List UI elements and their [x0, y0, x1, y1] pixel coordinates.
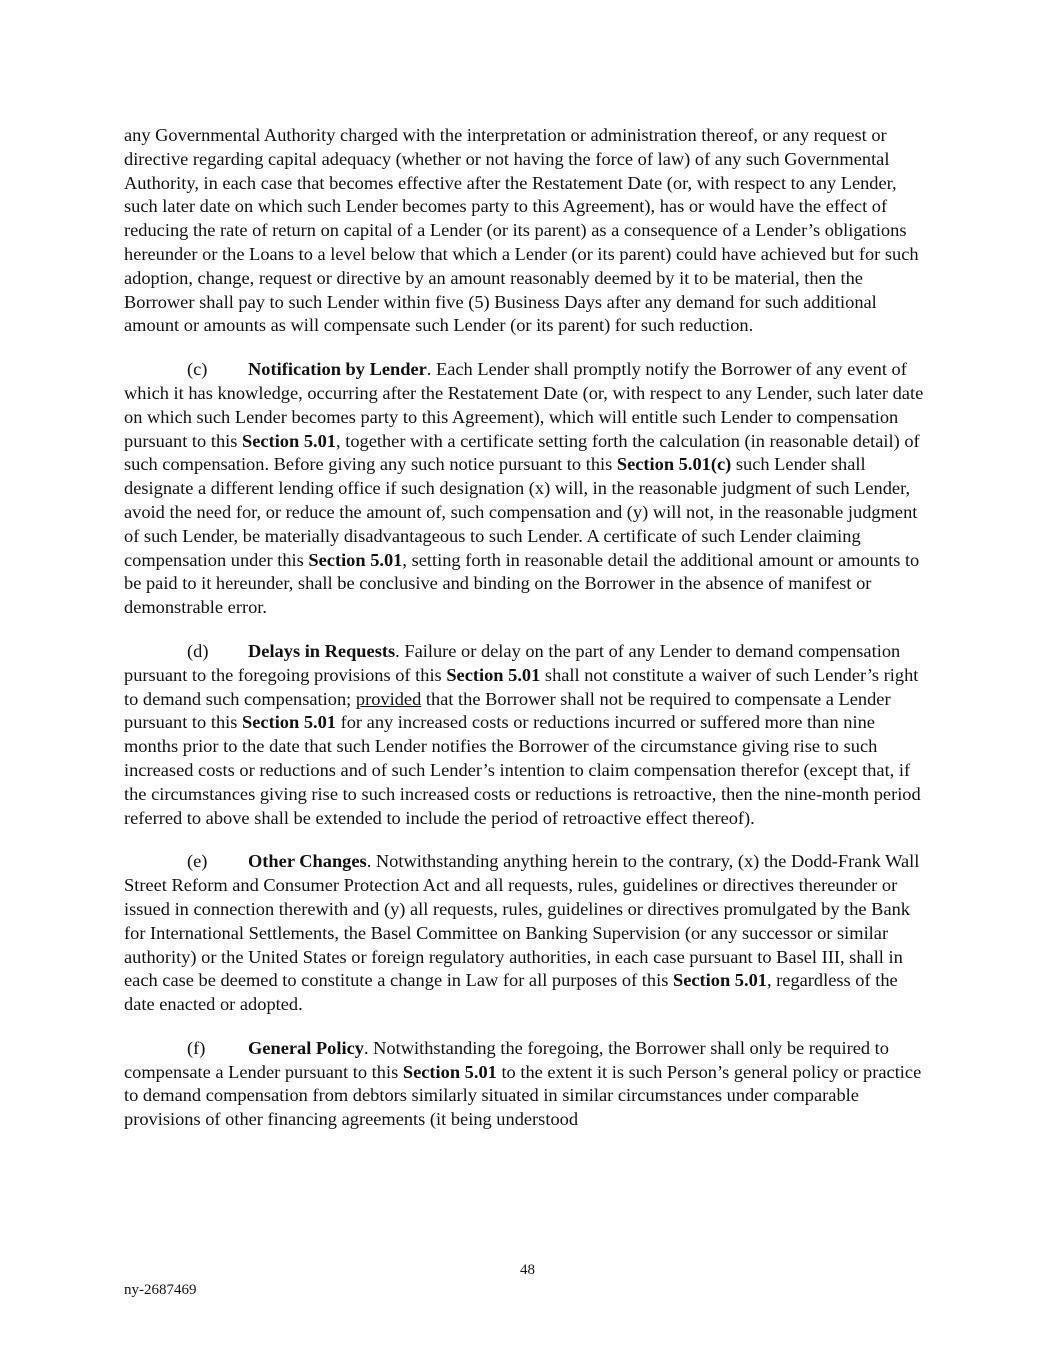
clause-heading: Delays in Requests	[248, 640, 396, 661]
section-reference: Section 5.01(c)	[616, 454, 732, 475]
clause-text: to the extent it is such Person’s general policy or practice to demand compensation from debtors similarly situated in similar circumstances under comparable provisions of other financing agreements (it being understood	[124, 1061, 922, 1130]
clause-text: . Notwithstanding the foregoing, the Borrower shall only be required to compensate a Lender pursuant to this	[124, 1037, 889, 1082]
paragraph-d	[124, 640, 932, 830]
section-reference: Section 5.01	[446, 664, 541, 685]
clause-text: . Failure or delay on the part of any Lender to demand compensation pursuant to the foregoing provisions of this	[124, 640, 901, 685]
clause-text: , together with a certificate setting forth the calculation (in reasonable detail) of such compensation. Before giving any such notice pursuant to this	[124, 430, 920, 475]
paragraph-e	[124, 850, 932, 1017]
paragraph-f	[124, 1037, 932, 1132]
section-reference: Section 5.01	[672, 970, 767, 991]
document-id: ny-2687469	[124, 1282, 197, 1298]
clause-marker: (e)	[187, 851, 208, 872]
paragraph-c	[124, 358, 932, 620]
paragraph-continuation	[124, 124, 932, 338]
clause-text: that the Borrower shall not be required to compensate a Lender pursuant to this	[124, 688, 891, 733]
clause-text: , setting forth in reasonable detail the additional amount or amounts to be paid to it hereunder, shall be conclusive and binding on the Borrower in the absence of manifest or demonstrable error.	[124, 549, 920, 618]
clause-heading: Notification by Lender	[248, 359, 427, 380]
document-body	[124, 124, 932, 1152]
clause-marker: (c)	[187, 359, 208, 380]
clause-text: . Notwithstanding anything herein to the contrary, (x) the Dodd-Frank Wall Street Reform and Consumer Protection Act and all requests, rules, guidelines or directives thereunder or issued in connection therewith and (y) all requests, rules, guidelines or directives promulgated by the Bank for International Settlements, the Basel Committee on Banking Supervision (or any successor or similar authority) or the United States or foreign regulatory authorities, in each case pursuant to Basel III, shall in each case be deemed to constitute a change in Law for all purposes of this	[124, 851, 920, 991]
section-reference: Section 5.01	[308, 549, 403, 570]
clause-heading: General Policy	[248, 1037, 364, 1058]
clause-text: for any increased costs or reductions incurred or suffered more than nine months prior to the date that such Lender notifies the Borrower of the circumstance giving rise to such increased costs or reductions and of such Lender’s intention to claim compensation therefor (except that, if the circumstances giving rise to such increased costs or reductions is retroactive, then the nine-month period referred to above shall be extended to include the period of retroactive effect thereof).	[124, 712, 921, 828]
section-reference: Section 5.01	[242, 712, 337, 733]
clause-text: . Each Lender shall promptly notify the Borrower of any event of which it has knowledge, occurring after the Restatement Date (or, with respect to any Lender, such later date on which such Lender becomes party to this Agreement), which will entitle such Lender to compensation pursuant to this	[124, 359, 924, 451]
clause-text: such Lender shall designate a different lending office if such designation (x) will, in the reasonable judgment of such Lender, avoid the need for, or reduce the amount of, such compensation and (y) will not, in the reasonable judgment of such Lender, be materially disadvantageous to such Lender. A certificate of such Lender claiming compensation under this	[124, 454, 918, 570]
clause-text: shall not constitute a waiver of such Lender’s right to demand such compensation;	[124, 664, 919, 709]
section-reference: Section 5.01	[242, 430, 337, 451]
section-reference: Section 5.01	[402, 1061, 497, 1082]
clause-marker: (f)	[187, 1037, 206, 1058]
clause-text: , regardless of the date enacted or adopted.	[124, 970, 898, 1015]
paragraph-text: any Governmental Authority charged with the interpretation or administration thereof, or any request or directive regarding capital adequacy (whether or not having the force of law) of any such Governmental Authority, in each case that becomes effective after the Restatement Date (or, with respect to any Lender, such later date on which such Lender becomes party to this Agreement), has or would have the effect of reducing the rate of return on capital of a Lender (or its parent) as a consequence of a Lender’s obligations hereunder or the Loans to a level below that which a Lender (or its parent) could have achieved but for such adoption, change, request or directive by an amount reasonably deemed by it to be material, then the Borrower shall pay to such Lender within five (5) Business Days after any demand for such additional amount or amounts as will compensate such Lender (or its parent) for such reduction.	[124, 125, 919, 336]
clause-heading: Other Changes	[248, 851, 367, 872]
underlined-term: provided	[355, 688, 422, 709]
page-number: 48	[520, 1262, 535, 1278]
clause-marker: (d)	[187, 640, 209, 661]
